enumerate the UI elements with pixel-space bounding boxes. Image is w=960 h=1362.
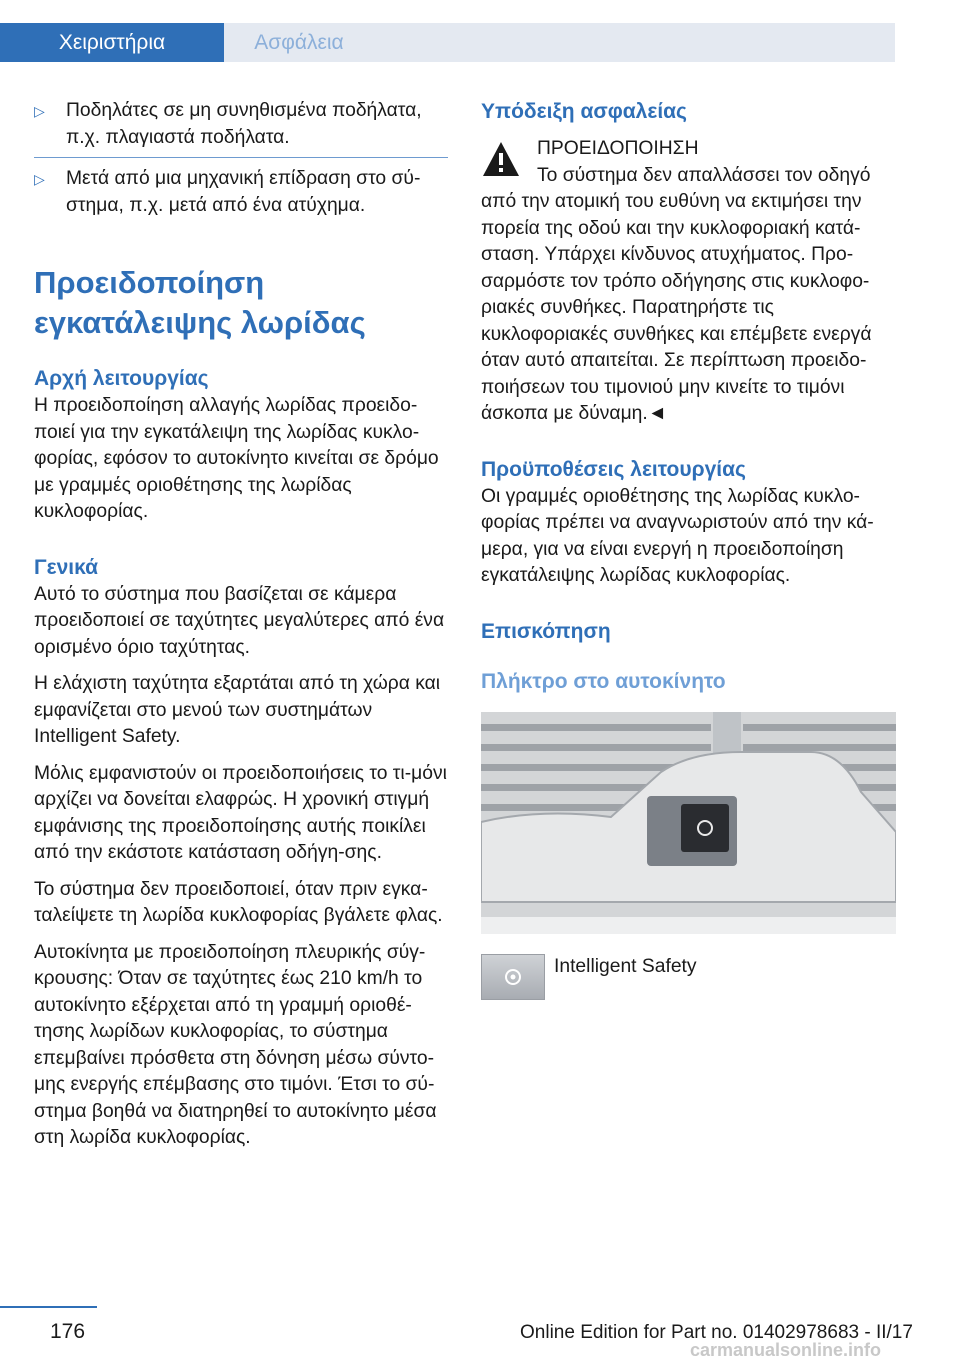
vehicle-button-photo [481,712,896,934]
prerequisites-heading: Προϋποθέσεις λειτουργίας [481,457,746,481]
general-heading: Γενικά [34,555,99,579]
watermark: carmanualsonline.info [690,1340,882,1360]
section-title: Προειδοποίηση εγκατάλειψης λωρίδας [34,265,366,340]
key-label: Intelligent Safety [554,955,697,977]
tab-controls[interactable]: Χειριστήρια [0,23,224,62]
prerequisites-text: Οι γραμμές οριοθέτησης της λωρίδας κυκλο-φορίας πρέπει να αναγνωριστούν από την κά-μερα, για να είναι ενεργή η προειδοποίηση εγκατάλειψης λωρίδας κυκλοφορίας. [481,485,874,586]
warning-text: Το σύστημα δεν απαλλάσσει τον οδηγό από την ατομική του ευθύνη να εκτιμήσει την πορεία της οδού και την κυκλοφοριακή κατά-σταση. Υπάρχει κίνδυνος ατυχήματος. Προ-σαρμόστε τον τρόπο οδήγησης στις κυκλοφο-ριακές συνθήκες. Παρατηρήστε τις κυκλοφοριακές συνθήκες και επέμβετε ενεργά όταν αυτό απαιτείται. Σε περίπτωση προειδο-ποιήσεων του τιμονιού μην κινείτε το τιμόνι άσκοπα με δύναμη.◄ [481,164,872,424]
dashboard-vent-illustration [481,712,896,934]
general-paragraph: Αυτοκίνητα με προειδοποίηση πλευρικής σύγ-κρουσης: Όταν σε ταχύτητες έως 210 km/h το αυτοκίνητο εξέρχεται από τη γραμμή οριοθέ-τησης λωρίδων κυκλοφορίας, το σύστημα επεμβαίνει πρόσθετα στη δόνηση μέσω σύντο-μης ενεργής επέμβασης στο τιμόνι. Έτσι το σύ-στημα βοηθά να διατηρηθεί το αυτοκίνητο μέσα στη λωρίδα κυκλοφορίας. [34,941,437,1148]
warning-label: ΠΡΟΕΙΔΟΠΟΙΗΣΗ [537,138,699,159]
bullet-text: Μετά από μια μηχανική επίδραση στο σύ-στημα, π.χ. μετά από ένα ατύχημα. [66,168,421,216]
warning-block [481,136,896,428]
general-paragraph: Μόλις εμφανιστούν οι προειδοποιήσεις το τι-μόνι αρχίζει να δονείται ελαφρώς. Η χρονική στιγμή εμφάνισης της προειδοποίησης αυτής ποικίλει από την εκάστοτε κατάσταση οδήγη-σης. [34,762,447,863]
page-number: 176 [50,1320,86,1343]
button-heading: Πλήκτρο στο αυτοκίνητο [481,669,726,693]
safety-heading: Υπόδειξη ασφαλείας [481,100,687,123]
list-item [34,166,448,219]
overview-heading: Επισκόπηση [481,619,611,643]
warning-triangle-icon [481,139,521,179]
bullet-text: Ποδηλάτες σε μη συνηθισμένα ποδήλατα, π.χ. πλαγιαστά ποδήλατα. [66,100,422,148]
general-paragraph: Το σύστημα δεν προειδοποιεί, όταν πριν εγκα-ταλείψετε τη λωρίδα κυκλοφορίας βγάλετε φλας. [34,878,443,926]
tab-safety[interactable]: Ασφάλεια [254,30,344,54]
general-paragraph: Αυτό το σύστημα που βασίζεται σε κάμερα προειδοποιεί σε ταχύτητες μεγαλύτερες από ένα ορισμένο όριο ταχύτητας. [34,583,445,658]
list-item [34,98,448,151]
intelligent-safety-button-icon [481,954,545,1000]
left-column [34,98,448,1152]
principle-text: Η προειδοποίηση αλλαγής λωρίδας προειδο-ποιεί για την εγκατάλειψη της λωρίδας κυκλο-φορίας, εφόσον το αυτοκίνητο κινείται σε δρόμο με γραμμές οριοθέτησης της λωρίδας κυκλοφορίας. [34,395,439,522]
legend-row [481,954,896,1000]
edition-footer: Online Edition for Part no. 01402978683 - II/17 [520,1322,913,1343]
general-paragraph: Η ελάχιστη ταχύτητα εξαρτάται από τη χώρα και εμφανίζεται στο μενού των συστημάτων Intelligent Safety. [34,673,441,747]
page-number-rule [0,1306,97,1308]
triangle-bullet-icon: ▷ [34,171,45,187]
triangle-bullet-icon: ▷ [34,103,45,119]
right-column [481,98,896,1000]
divider [34,157,448,158]
principle-heading: Αρχή λειτουργίας [34,367,209,390]
